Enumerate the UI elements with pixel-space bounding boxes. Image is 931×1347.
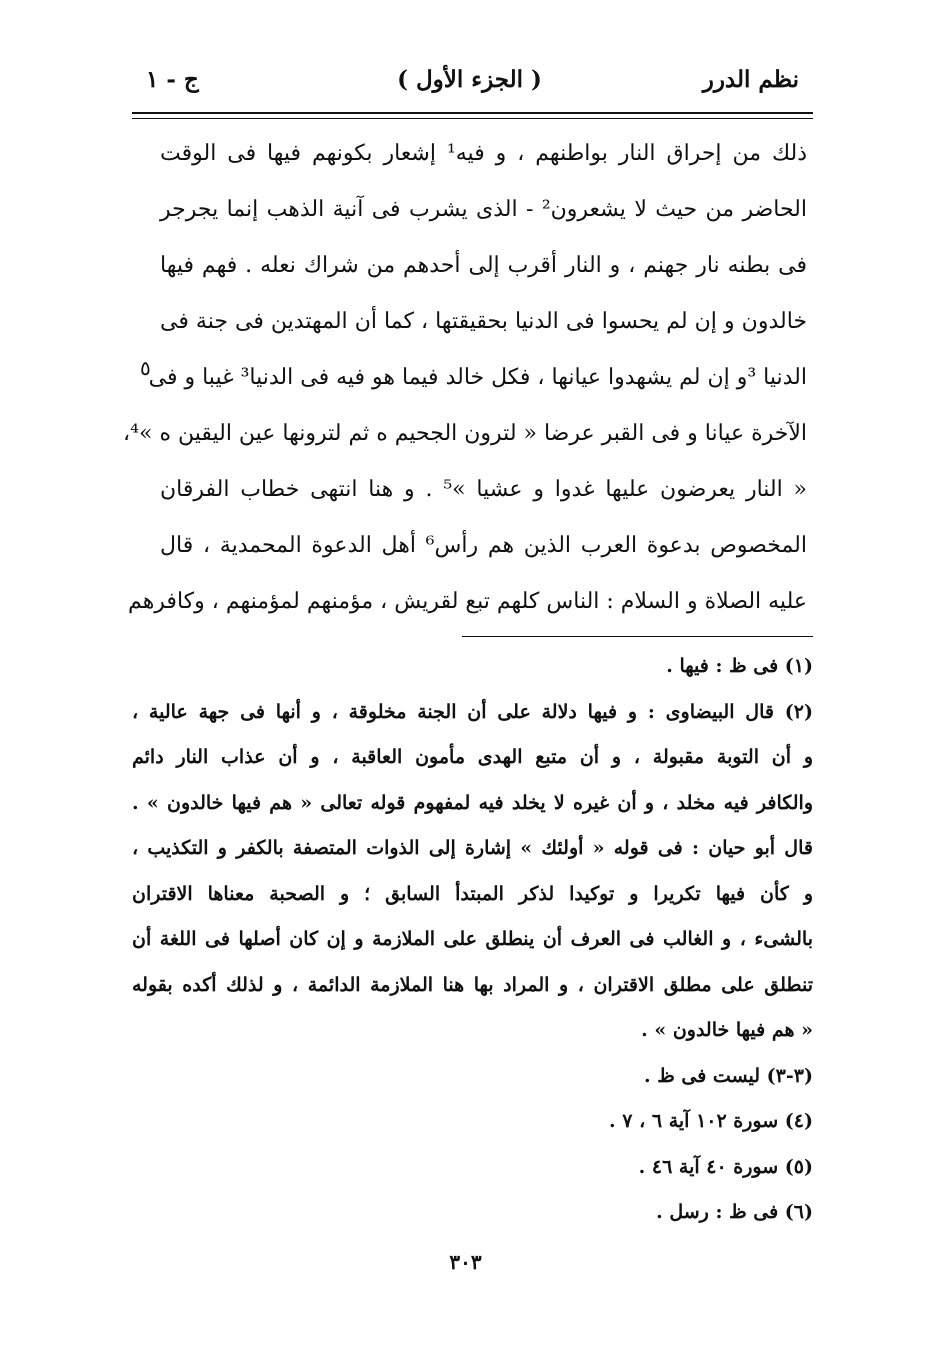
book-title: نظم الدرر	[702, 66, 799, 93]
text-line: خالدون و إن لم يحسوا فى الدنيا بحقيقتها ، كما أن المهتدين فى جنة فى	[160, 309, 807, 334]
header-rule-thick	[132, 112, 813, 114]
footnote-line: تنطلق على مطلق الاقتران ، و المراد بها هنا الملازمة الدائمة ، و لذلك أكده بقوله	[132, 973, 813, 996]
footnote-line: و أن التوبة مقبولة ، و أن متبع الهدى مأمون العاقبة ، و أن عذاب النار دائم	[132, 746, 813, 768]
page-number: ٣٠٣	[449, 1250, 482, 1274]
text-line: عليه الصلاة و السلام : الناس كلهم تبع لقريش ، مؤمنهم لمؤمنهم ، وكافرهم	[128, 589, 807, 614]
main-text	[123, 126, 808, 630]
text-line: الحاضر من حيث لا يشعرون² - الذى يشرب فى آنية الذهب إنما يجرجر	[160, 197, 807, 222]
header-rule-thin	[132, 118, 813, 119]
text-line: الدنيا ³و إن لم يشهدوا عيانها ، فكل خالد فيما هو فيه فى الدنيا³ غيبا و فى	[148, 365, 807, 390]
volume-marker: ج - ١	[146, 66, 199, 93]
footnote-line: (٢) قال البيضاوى : و فيها دلالة على أن الجنة مخلوقة ، و أنها فى جهة عالية ،	[132, 700, 813, 723]
text-line: « النار يعرضون عليها غدوا و عشيا »⁵ . و هنا انتهى خطاب الفرقان	[160, 477, 808, 502]
text-line: فى بطنه نار جهنم ، و النار أقرب إلى أحدهم من شراك نعله . فهم فيها	[160, 253, 807, 278]
margin-line-number: ٥	[140, 356, 151, 380]
footnote-line: والكافر فيه مخلد ، و أن غيره لا يخلد فيه لمفهوم قوله تعالى « هم فيها خالدون » .	[132, 791, 813, 814]
footnote-line: قال أبو حيان : فى قوله « أولئك » إشارة إلى الذوات المتصفة بالكفر و التكذيب ،	[132, 837, 813, 859]
text-line: المخصوص بدعوة العرب الذين هم رأس⁶ أهل الدعوة المحمدية ، قال	[160, 533, 807, 558]
text-line: الآخرة عيانا و فى القبر عرضا « لترون الجحيم ه ثم لترونها عين اليقين ه »⁴،	[123, 421, 807, 446]
footnotes	[132, 644, 813, 1236]
footnote-line: (٣-٣) ليست فى ظ .	[643, 1064, 813, 1087]
footnote-line: (٦) فى ظ : رسل .	[656, 1201, 813, 1223]
footnote-line: (٤) سورة ١٠٢ آية ٦ ، ٧ .	[609, 1110, 813, 1132]
footnote-line: و كأن فيها تكريرا و توكيدا لذكر المبتدأ السابق ؛ و الصحبة معناها الاقتران	[132, 882, 813, 905]
footnote-line: (٥) سورة ٤٠ آية ٤٦ .	[638, 1155, 813, 1178]
footnote-line: (١) فى ظ : فيها .	[666, 655, 813, 677]
footnote-line: « هم فيها خالدون » .	[641, 1019, 813, 1041]
text-line: ذلك من إحراق النار بواطنهم ، و فيه¹ إشعار بكونهم فيها فى الوقت	[160, 141, 807, 166]
part-title: ( الجزء الأول )	[397, 66, 542, 93]
footnote-separator	[462, 636, 813, 637]
page-header	[140, 64, 799, 104]
footnote-line: بالشىء ، و الغالب فى العرف أن ينطلق على الملازمة و إن كان أصلها فى اللغة أن	[132, 928, 813, 950]
